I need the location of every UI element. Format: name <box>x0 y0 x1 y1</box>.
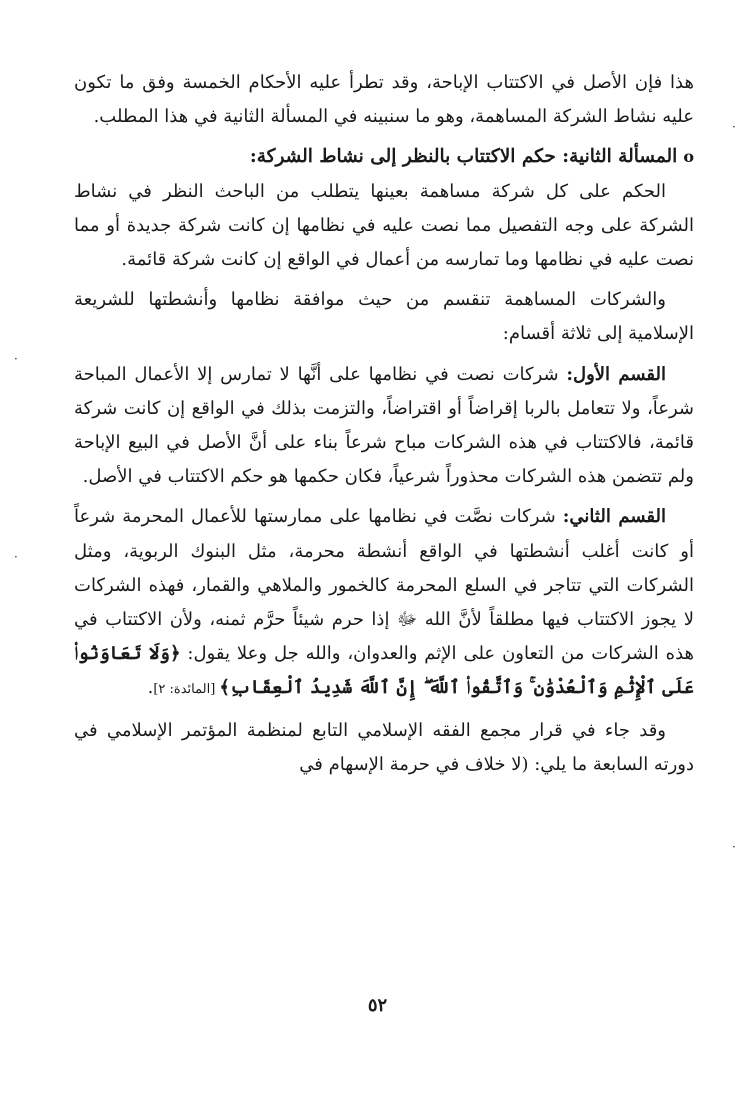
heading-bullet: o <box>683 147 694 167</box>
margin-dot: · <box>14 352 18 366</box>
quran-verse: ﴿وَلَا تَعَاوَنُوا۟ عَلَى ٱلْإِثْمِ وَٱلْعُدْوَٰنِ ۚ وَٱتَّقُوا۟ ٱللَّهَ ۖ إِنَّ ٱللَّهَ شَدِيدُ ٱلْعِقَابِ﴾ <box>74 643 694 699</box>
first-section-lead: القسم الأول: <box>566 363 667 385</box>
margin-dot: · <box>732 840 736 854</box>
page-number: ٥٢ <box>367 995 388 1016</box>
second-section-text: شركات نصَّت في نظامها على ممارستها للأعمال المحرمة شرعاً أو كانت أغلب أنشطتها في الواقع أنشطة محرمة، مثل البنوك الربوية، ومثل الشركات التي تتاجر في السلع المحرمة كالخمور والملاهي والقمار، فهذه الشركات لا يجوز الاكتتاب فيها مطلقاً لأنَّ الله ﷻ إذا حرم شيئاً حرَّم ثمنه، ولأن الاكتتاب في هذه الشركات من التعاون على الإثم والعدوان، والله جل وعلا يقول: <box>74 506 695 665</box>
paragraph-first-section <box>74 358 694 495</box>
verse-tail: . <box>147 677 154 699</box>
second-section-lead: القسم الثاني: <box>562 506 666 528</box>
margin-dot: · <box>732 120 736 134</box>
section-heading <box>74 140 694 174</box>
verse-reference: [المائدة: ٢] <box>153 682 220 698</box>
paragraph-decision: وقد جاء في قرار مجمع الفقه الإسلامي التابع لمنظمة المؤتمر الإسلامي في دورته السابعة ما يلي: (لا خلاف في حرمة الإسهام في <box>74 719 694 775</box>
paragraph-intro: هذا فإن الأصل في الاكتتاب الإباحة، وقد تطرأ عليه الأحكام الخمسة وفق ما تكون عليه نشاط الشركة المساهمة، وهو ما سنبينه في المسألة الثانية في هذا المطلب. <box>74 72 694 128</box>
paragraph-division: والشركات المساهمة تنقسم من حيث موافقة نظامها وأنشطتها للشريعة الإسلامية إلى ثلاثة أقسام: <box>74 289 694 345</box>
paragraph-ruling: الحكم على كل شركة مساهمة بعينها يتطلب من الباحث النظر في نشاط الشركة على وجه التفصيل مما نصت عليه في نظامها إن كانت شركة جديدة أو مما نصت عليه في نظامها وما تمارسه من أعمال في الواقع إن كانت شركة قائمة. <box>74 180 694 271</box>
heading-text: المسألة الثانية: حكم الاكتتاب بالنظر إلى نشاط الشركة: <box>249 146 678 168</box>
first-section-text: شركات نصت في نظامها على أنَّها لا تمارس إلا الأعمال المباحة شرعاً، ولا تتعامل بالربا إقراضاً أو اقتراضاً، والتزمت بذلك في الواقع إن كانت شركة قائمة، فالاكتتاب في هذه الشركات مباح شرعاً بناء على أنَّ الأصل في البيع الإباحة ولم تتضمن هذه الشركات محذوراً شرعياً، فكان حكمها هو حكم الاكتتاب في الأصل. <box>74 363 694 488</box>
paragraph-second-section <box>74 500 694 707</box>
margin-dot: · <box>14 550 18 564</box>
page-text-block <box>74 66 694 782</box>
